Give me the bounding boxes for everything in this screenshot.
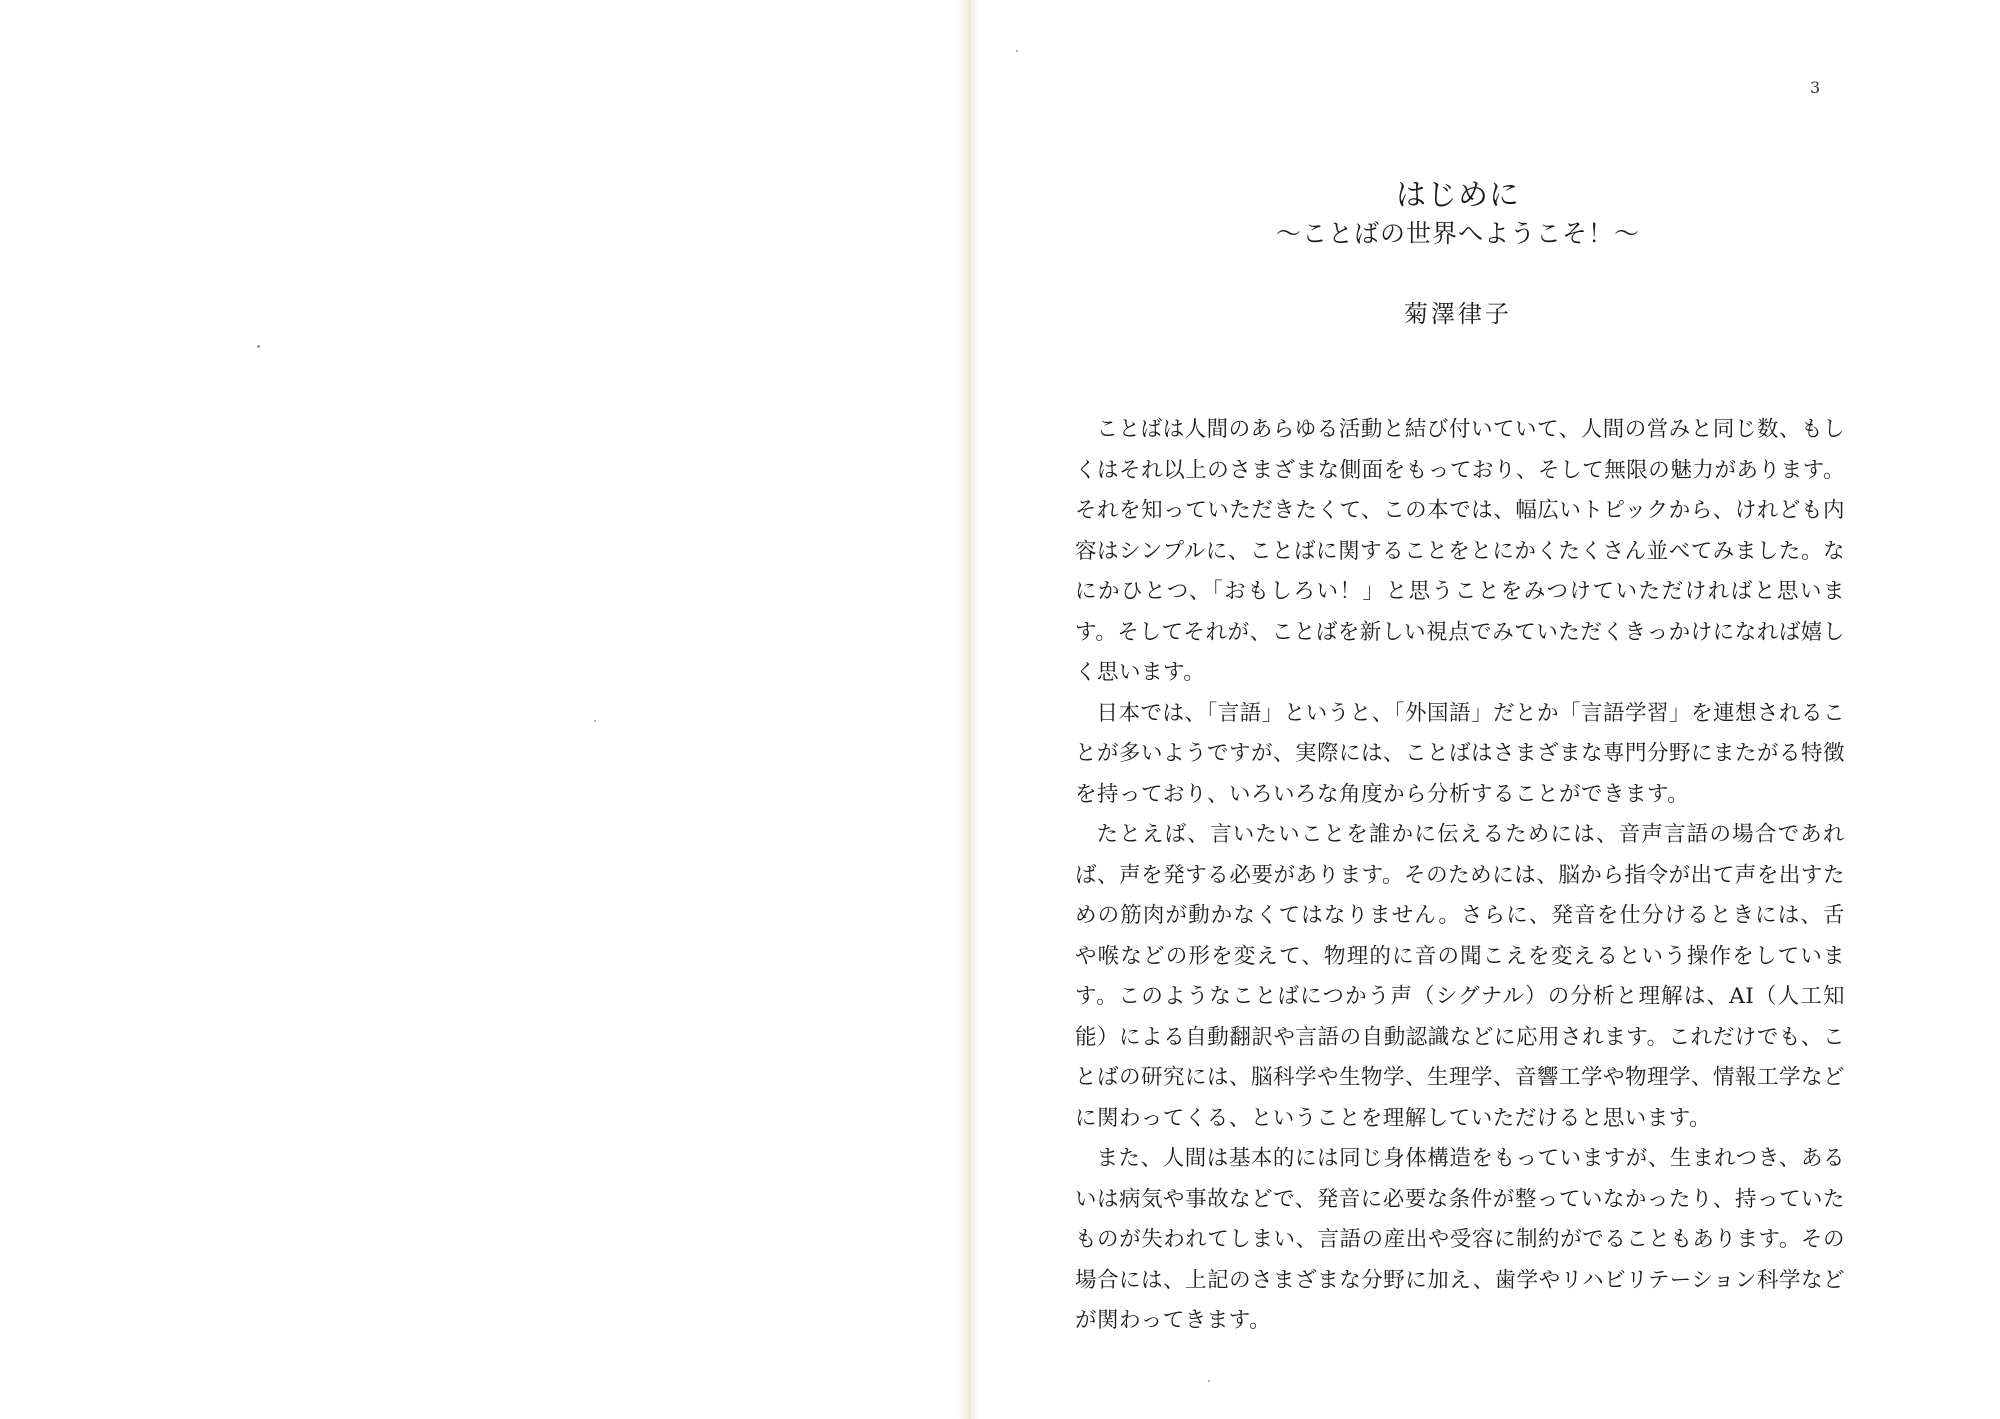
paper-speck [1208, 1380, 1210, 1382]
paper-speck [257, 345, 260, 348]
page-number: 3 [1810, 78, 1821, 97]
author-name: 菊澤律子 [1404, 300, 1512, 328]
paper-speck [594, 720, 596, 722]
paper-speck [1016, 50, 1018, 52]
paragraph: たとえば、言いたいことを誰かに伝えるためには、音声言語の場合であれば、声を発する必要があります。そのためには、脳から指令が出て声を出すための筋肉が動かなくてはなりません。さらに、発音を仕分けるときには、舌や喉などの形を変えて、物理的に音の聞こえを変えるという操作をしています。このようなことばにつかう声（シグナル）の分析と理解は、AI（人工知能）による自動翻訳や言語の自動認識などに応用されます。これだけでも、ことばの研究には、脳科学や生物学、生理学、音響工学や物理学、情報工学などに関わってくる、ということを理解していただけると思います。 [1075, 822, 1846, 1131]
page-title: はじめに [1396, 178, 1520, 213]
paragraph: 日本では、「言語」というと、「外国語」だとか「言語学習」を連想されることが多いようですが、実際には、ことばはさまざまな専門分野にまたがる特徴を持っており、いろいろな角度から分析することができます。 [1075, 700, 1846, 807]
page-subtitle: ～ことばの世界へようこそ！～ [1275, 219, 1640, 248]
left-page-blank [0, 0, 965, 1419]
paragraph: ことばは人間のあらゆる活動と結び付いていて、人間の営みと同じ数、もしくはそれ以上のさまざまな側面をもっており、そして無限の魅力があります。それを知っていただきたくて、この本では、幅広いトピックから、けれども内容はシンプルに、ことばに関することをとにかくたくさん並べてみました。なにかひとつ、「おもしろい！」と思うことをみつけていただければと思います。そしてそれが、ことばを新しい視点でみていただくきっかけになれば嬉しく思います。 [1075, 417, 1845, 685]
gutter-fold-line [969, 0, 970, 1419]
body-text [1075, 410, 1845, 1342]
paragraph: また、人間は基本的には同じ身体構造をもっていますが、生まれつき、あるいは病気や事故などで、発音に必要な条件が整っていなかったり、持っていたものが失われてしまい、言語の産出や受容に制約がでることもあります。その場合には、上記のさまざまな分野に加え、歯学やリハビリテーション科学などが関わってきます。 [1075, 1146, 1845, 1333]
